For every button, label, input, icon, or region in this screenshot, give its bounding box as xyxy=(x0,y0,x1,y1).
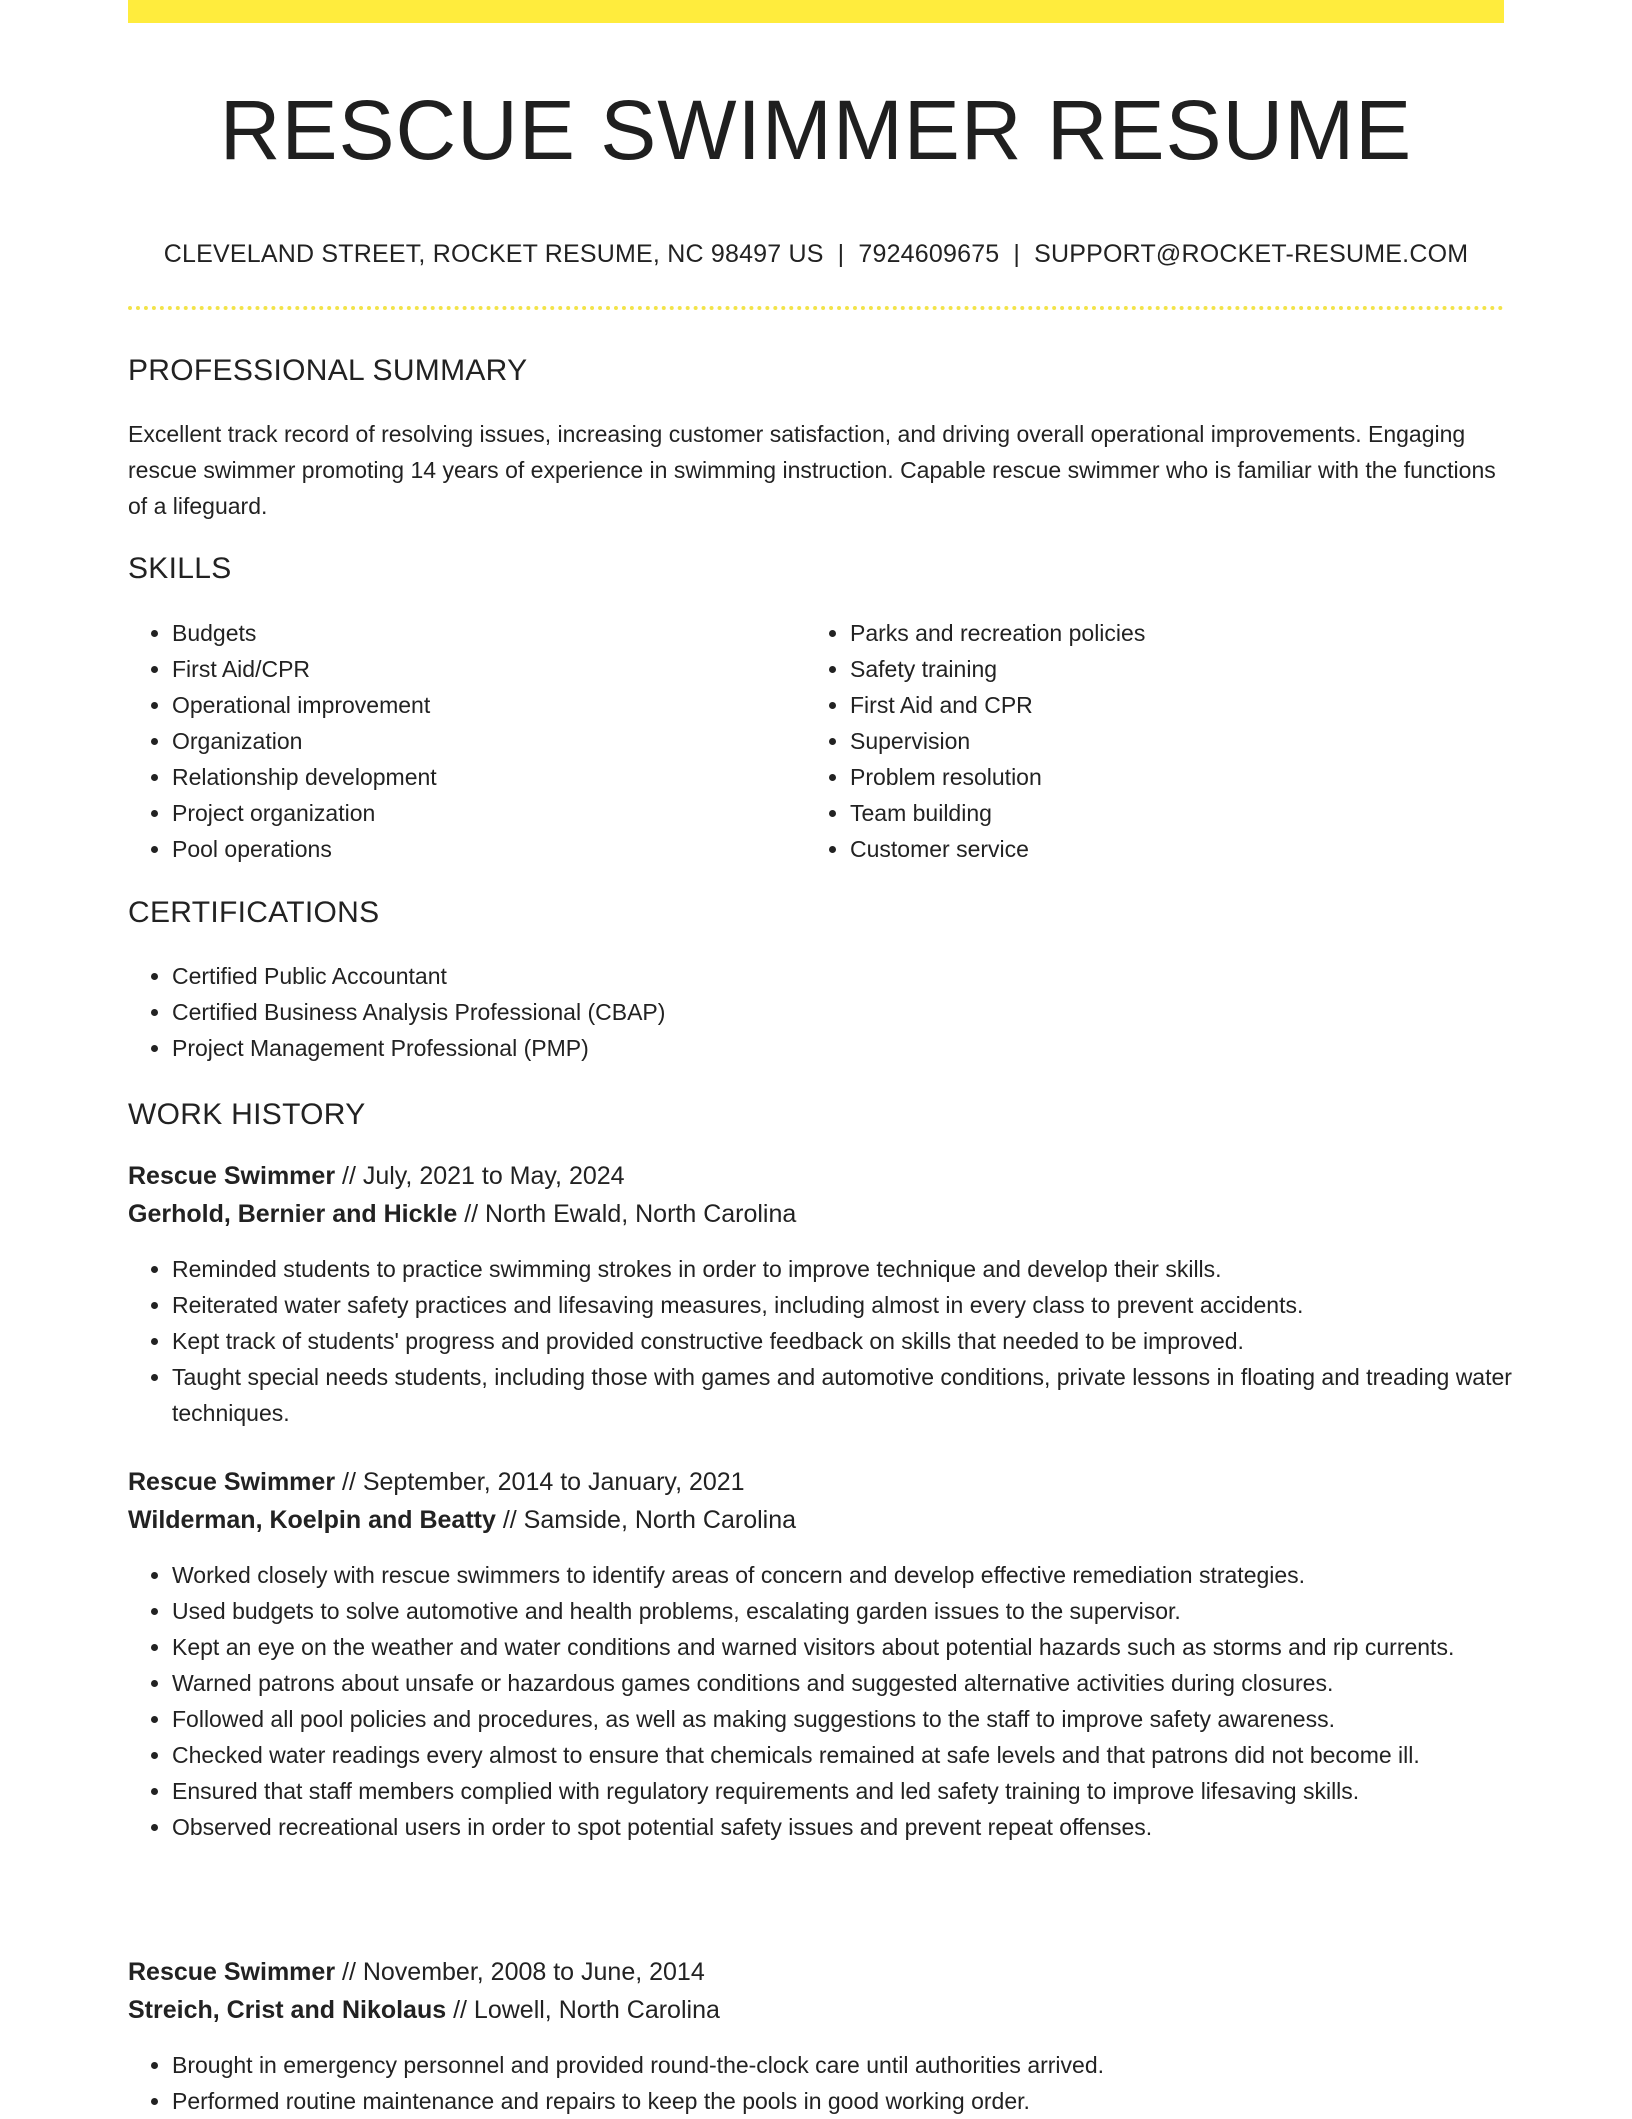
list-item: • Warned patrons about unsafe or hazardous games conditions and suggested alternative activities during closures. xyxy=(172,1665,1548,1701)
contact-separator: | xyxy=(1013,240,1021,268)
list-item: • Pool operations xyxy=(172,831,437,867)
contact-line xyxy=(128,236,1504,272)
job-title: Rescue Swimmer xyxy=(128,1958,336,1986)
job-location: // Samside, North Carolina xyxy=(495,1506,797,1534)
list-item: • Project organization xyxy=(172,795,437,831)
list-item: • Safety training xyxy=(850,651,1145,687)
list-item: • Taught special needs students, including those with games and automotive conditions, private lessons in floating and treading water techniques. xyxy=(172,1359,1548,1431)
contact-email: SUPPORT@ROCKET-RESUME.COM xyxy=(1034,240,1469,268)
skills-heading: SKILLS xyxy=(128,552,232,585)
list-item: • Performed routine maintenance and repairs to keep the pools in good working order. xyxy=(172,2083,1548,2119)
job-company-line xyxy=(128,1195,1504,1233)
job-header xyxy=(128,1463,1504,1539)
list-item: • Budgets xyxy=(172,615,437,651)
job-header xyxy=(128,1157,1504,1233)
list-item: • Team building xyxy=(850,795,1145,831)
list-item: • First Aid and CPR xyxy=(850,687,1145,723)
header-divider xyxy=(128,306,1504,310)
list-item: • Organization xyxy=(172,723,437,759)
list-item: • Operational improvement xyxy=(172,687,437,723)
job-company-line xyxy=(128,1991,1504,2029)
list-item: • Project Management Professional (PMP) xyxy=(172,1030,665,1066)
accent-bar xyxy=(128,0,1504,23)
job-location: // Lowell, North Carolina xyxy=(446,1996,720,2024)
job-dates: // November, 2008 to June, 2014 xyxy=(335,1958,705,1986)
contact-phone: 7924609675 xyxy=(858,240,1000,268)
job-title: Rescue Swimmer xyxy=(128,1162,336,1190)
certifications-heading: CERTIFICATIONS xyxy=(128,896,380,929)
list-item: • Observed recreational users in order to spot potential safety issues and prevent repeat offenses. xyxy=(172,1809,1548,1845)
job-dates: // September, 2014 to January, 2021 xyxy=(335,1468,745,1496)
job-title-line xyxy=(128,1157,1504,1195)
job-location: // North Ewald, North Carolina xyxy=(457,1200,797,1228)
summary-text: Excellent track record of resolving issues, increasing customer satisfaction, and driving overall operational improvements. Engaging rescue swimmer promoting 14 years of experience in swimming instruction. Capable rescue swimmer who is familiar with the functions of a lifeguard. xyxy=(128,421,1496,519)
list-item: • Problem resolution xyxy=(850,759,1145,795)
skills-list-right xyxy=(806,615,1145,867)
job-company: Streich, Crist and Nikolaus xyxy=(128,1996,447,2024)
contact-address: CLEVELAND STREET, ROCKET RESUME, NC 98497 US xyxy=(163,240,824,268)
job-company-line xyxy=(128,1501,1504,1539)
list-item: • Used budgets to solve automotive and health problems, escalating garden issues to the supervisor. xyxy=(172,1593,1548,1629)
list-item: • Relationship development xyxy=(172,759,437,795)
list-item: • First Aid/CPR xyxy=(172,651,437,687)
list-item: • Reminded students to practice swimming strokes in order to improve technique and develop their skills. xyxy=(172,1251,1548,1287)
list-item: • Brought in emergency personnel and provided round-the-clock care until authorities arrived. xyxy=(172,2047,1548,2083)
list-item: • Ensured that staff members complied with regulatory requirements and led safety training to improve lifesaving skills. xyxy=(172,1773,1548,1809)
list-item: • Supervision xyxy=(850,723,1145,759)
list-item: • Checked water readings every almost to ensure that chemicals remained at safe levels and that patrons did not become ill. xyxy=(172,1737,1548,1773)
list-item: • Reiterated water safety practices and lifesaving measures, including almost in every class to prevent accidents. xyxy=(172,1287,1548,1323)
list-item: • Kept an eye on the weather and water conditions and warned visitors about potential hazards such as storms and rip currents. xyxy=(172,1629,1548,1665)
list-item: • Worked closely with rescue swimmers to identify areas of concern and develop effective remediation strategies. xyxy=(172,1557,1548,1593)
resume-title: RESCUE SWIMMER RESUME xyxy=(219,83,1413,177)
job-header xyxy=(128,1953,1504,2029)
job-title: Rescue Swimmer xyxy=(128,1468,336,1496)
list-item: • Parks and recreation policies xyxy=(850,615,1145,651)
job-bullets xyxy=(128,1251,1548,1431)
list-item: • Kept track of students' progress and provided constructive feedback on skills that needed to be improved. xyxy=(172,1323,1548,1359)
job-bullets xyxy=(128,1557,1548,1845)
job-title-line xyxy=(128,1953,1504,1991)
certifications-list xyxy=(128,958,665,1066)
job-bullets xyxy=(128,2047,1548,2119)
list-item: • Customer service xyxy=(850,831,1145,867)
job-company: Gerhold, Bernier and Hickle xyxy=(128,1200,458,1228)
summary-heading: PROFESSIONAL SUMMARY xyxy=(128,354,528,387)
skills-list-left xyxy=(128,615,437,867)
job-company: Wilderman, Koelpin and Beatty xyxy=(128,1506,496,1534)
job-title-line xyxy=(128,1463,1504,1501)
list-item: • Followed all pool policies and procedures, as well as making suggestions to the staff to improve safety awareness. xyxy=(172,1701,1548,1737)
list-item: • Certified Business Analysis Professional (CBAP) xyxy=(172,994,665,1030)
work-history-heading: WORK HISTORY xyxy=(128,1098,366,1131)
list-item: • Certified Public Accountant xyxy=(172,958,665,994)
contact-separator: | xyxy=(837,240,845,268)
job-dates: // July, 2021 to May, 2024 xyxy=(335,1162,625,1190)
